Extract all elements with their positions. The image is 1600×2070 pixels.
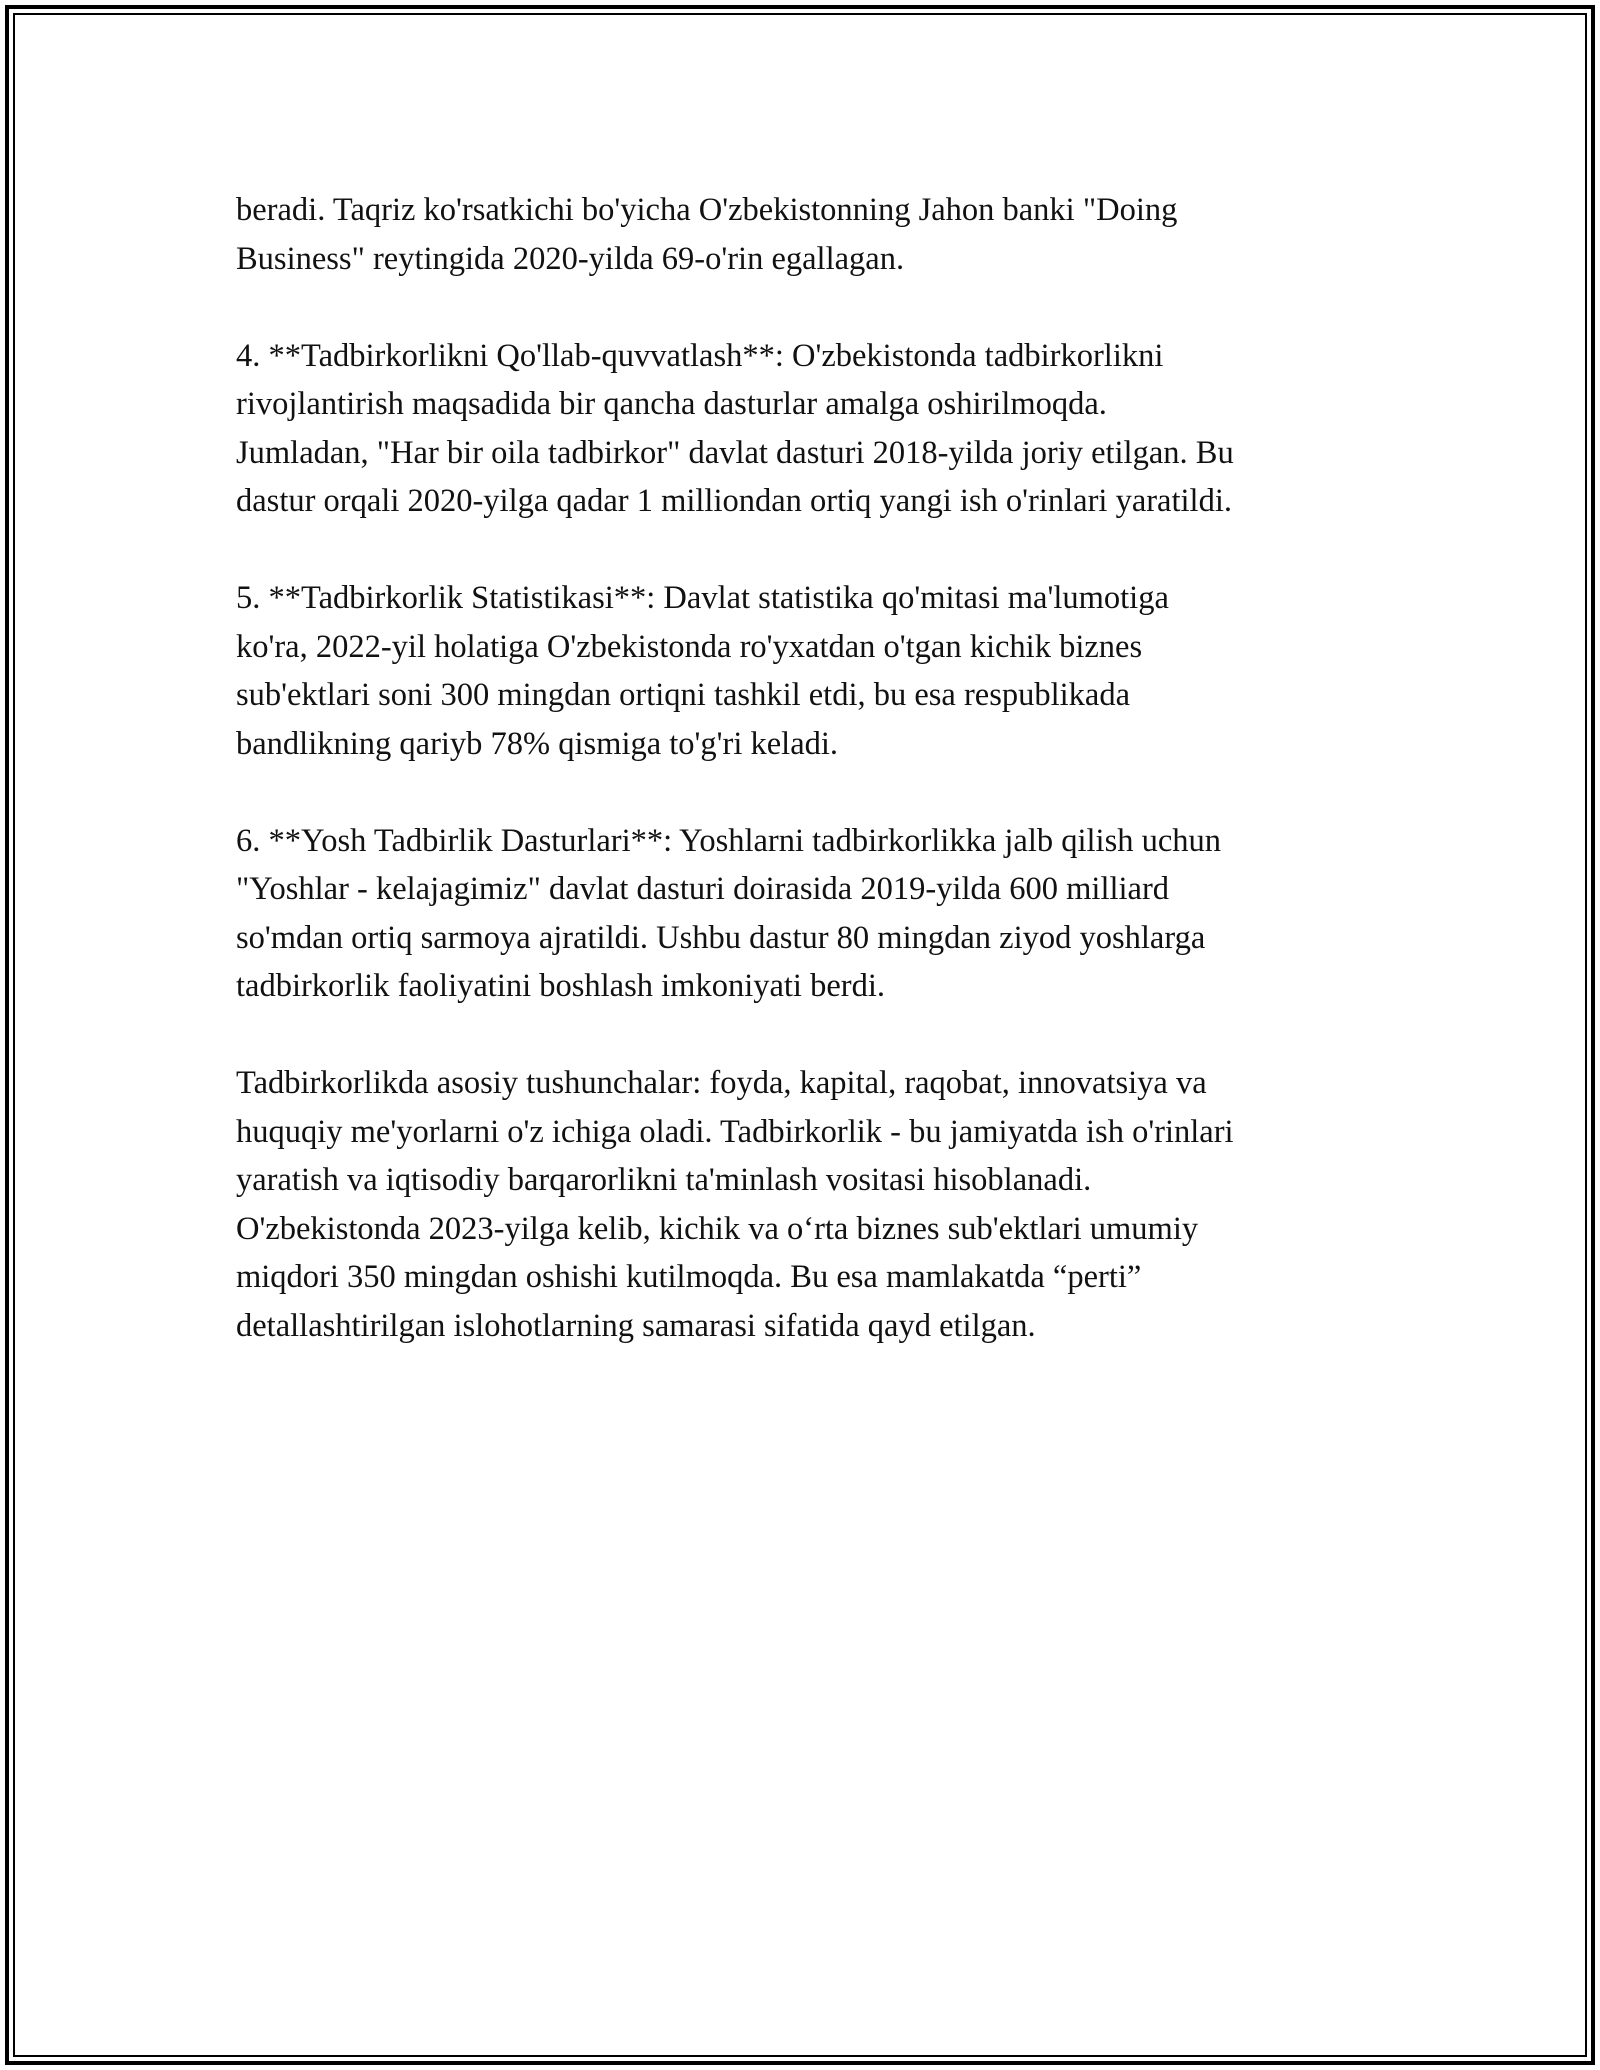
paragraph-item-5: 5. **Tadbirkorlik Statistikasi**: Davlat statistika qo'mitasi ma'lumotiga ko'ra, 2022-yil holatiga O'zbekistonda ro'yxatdan o'tgan kichik biznes sub'ektlari soni 300 mingdan ortiqni tashkil etdi, bu esa respublikada bandlikning qariyb 78% qismiga to'g'ri keladi. — [236, 580, 1169, 762]
paragraph-item-6: 6. **Yosh Tadbirlik Dasturlari**: Yoshlarni tadbirkorlikka jalb qilish uchun "Yoshlar - kelajagimiz" davlat dasturi doirasida 2019-yilda 600 milliard so'mdan ortiq sarmoya ajratildi. Ushbu dastur 80 mingdan ziyod yoshlarga tadbirkorlik faoliyatini boshlash imkoniyati berdi. — [236, 822, 1222, 1004]
paragraph-summary: Tadbirkorlikda asosiy tushunchalar: foyda, kapital, raqobat, innovatsiya va huquqiy me'yorlarni o'z ichiga oladi. Tadbirkorlik - bu jamiyatda ish o'rinlari yaratish va iqtisodiy barqarorlikni ta'minlash vositasi hisoblanadi. O'zbekistonda 2023-yilga kelib, kichik va o‘rta biznes sub'ektlari umumiy miqdori 350 mingdan oshishi kutilmoqda. Bu esa mamlakatda “perti” detallashtirilgan islohotlarning samarasi sifatida qayd etilgan. — [236, 1065, 1234, 1344]
document-body — [236, 186, 1386, 1399]
paragraph-item-4: 4. **Tadbirkorlikni Qo'llab-quvvatlash**: O'zbekistonda tadbirkorlikni rivojlantirish maqsadida bir qancha dasturlar amalga oshirilmoqda. Jumladan, "Har bir oila tadbirkor" davlat dasturi 2018-yilda joriy etilgan. Bu dastur orqali 2020-yilga qadar 1 milliondan ortiq yangi ish o'rinlari yaratildi. — [236, 337, 1234, 519]
paragraph-intro-continuation: beradi. Taqriz ko'rsatkichi bo'yicha O'zbekistonning Jahon banki "Doing Business" reytingida 2020-yilda 69-o'rin egallagan. — [236, 192, 1178, 277]
